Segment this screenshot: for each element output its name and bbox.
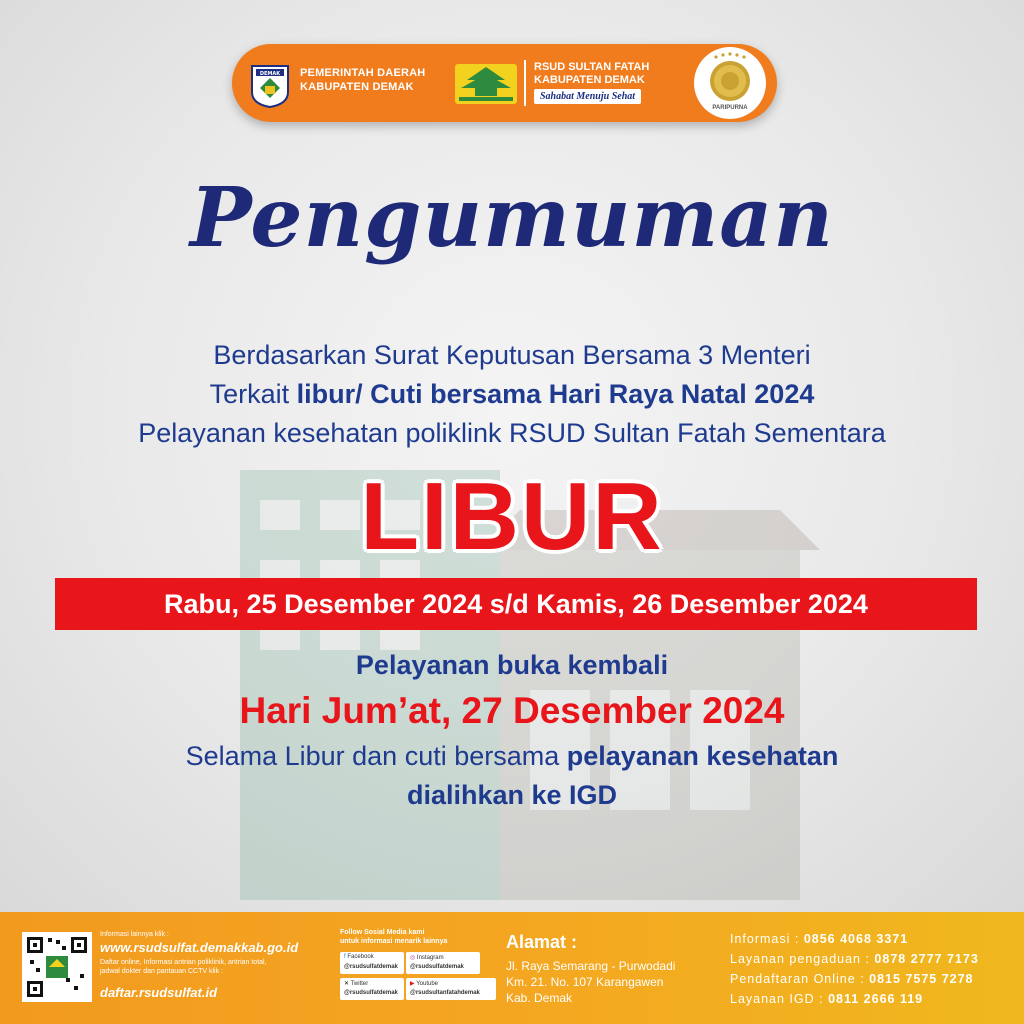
social-instagram[interactable]	[406, 952, 480, 974]
online-description: Daftar online, Informasi antrian poliklinik, antrian total, jadwal dokter dan pantauan CCTV klik :	[100, 959, 267, 975]
note-line-1	[0, 741, 1024, 772]
contact-igd	[730, 992, 923, 1006]
twitter-icon: ✕	[344, 981, 350, 987]
youtube-icon: ▶	[410, 981, 415, 987]
reopen-label: Pelayanan buka kembali	[355, 650, 669, 680]
header-banner	[232, 44, 777, 122]
social-title-1: Follow Sosial Media kami	[340, 929, 425, 936]
social-title-2: untuk informasi menarik lainnya	[340, 938, 448, 945]
date-range-banner: Rabu, 25 Desember 2024 s/d Kamis, 26 Desember 2024	[55, 578, 977, 630]
address-title: Alamat :	[506, 932, 578, 952]
contact-label: Pendaftaran Online :	[730, 972, 870, 986]
header-divider	[524, 60, 526, 106]
contact-label: Informasi :	[730, 932, 804, 946]
contact-pendaftaran	[730, 972, 974, 986]
address-line-3: Kab. Demak	[506, 991, 573, 1005]
hospital-name	[534, 61, 649, 87]
hospital-logo-icon	[455, 64, 517, 104]
twitter-label: ✕ Twitter	[344, 981, 369, 987]
intro-line-2-bold: libur/ Cuti bersama Hari Raya Natal 2024	[296, 379, 815, 409]
address-line-2: Km. 21. No. 107 Karangawen	[506, 975, 664, 989]
contact-number[interactable]: 0878 2777 7173	[874, 952, 979, 966]
facebook-icon: f	[344, 954, 346, 960]
youtube-user: @rsudsultanfatahdemak	[410, 990, 480, 996]
note-bold-1: pelayanan kesehatan	[566, 741, 839, 771]
social-twitter[interactable]	[340, 978, 404, 1000]
contact-label: Layanan pengaduan :	[730, 952, 875, 966]
intro-line-1: Berdasarkan Surat Keputusan Bersama 3 Menteri	[213, 340, 811, 370]
gov-name	[300, 66, 425, 94]
qr-code-icon	[22, 932, 92, 1002]
address-text	[506, 958, 675, 1006]
instagram-label: ◎ Instagram	[410, 955, 444, 961]
social-youtube[interactable]	[406, 978, 496, 1000]
gov-line-1: PEMERINTAH DAERAH	[300, 67, 426, 79]
reopen-date: Hari Jum’at, 27 Desember 2024	[239, 690, 785, 731]
facebook-label: f Facebook	[344, 954, 374, 960]
contact-number[interactable]: 0811 2666 119	[828, 992, 924, 1006]
badge-caption: PARIPURNA	[712, 105, 748, 111]
intro-line-2-prefix: Terkait	[209, 379, 297, 409]
hospital-line-2: KABUPATEN DEMAK	[534, 74, 645, 86]
contact-label: Layanan IGD :	[730, 992, 829, 1006]
page-title: Pengumuman	[189, 170, 835, 266]
address-line-1: Jl. Raya Semarang - Purwodadi	[506, 959, 676, 973]
gov-line-2: KABUPATEN DEMAK	[300, 81, 414, 93]
facebook-user: @rsudsulfatdemak	[344, 964, 398, 970]
contact-informasi	[730, 932, 908, 946]
footer	[0, 912, 1024, 1024]
instagram-user: @rsudsulfatdemak	[410, 964, 464, 970]
social-facebook[interactable]	[340, 952, 404, 974]
hospital-line-1: RSUD SULTAN FATAH	[534, 61, 650, 73]
intro-line-3: Pelayanan kesehatan poliklink RSUD Sultan Fatah Sementara	[138, 418, 886, 448]
youtube-label: ▶ Youtube	[410, 981, 438, 987]
contact-number[interactable]: 0856 4068 3371	[803, 932, 909, 946]
info-label: Informasi lainnya klik :	[100, 931, 169, 938]
daftar-link[interactable]: daftar.rsudsulfat.id	[100, 985, 218, 1000]
hospital-tagline: Sahabat Menuju Sehat	[534, 89, 641, 104]
status-heading: LIBUR	[360, 463, 664, 570]
intro-line-2	[0, 379, 1024, 410]
paripurna-badge	[694, 47, 766, 119]
contact-pengaduan	[730, 952, 979, 966]
contact-number[interactable]: 0815 7575 7278	[869, 972, 974, 986]
demak-emblem-icon	[250, 64, 290, 108]
instagram-icon: ◎	[410, 955, 416, 961]
emblem-label: DEMAK	[259, 71, 281, 77]
website-link[interactable]: www.rsudsulfat.demakkab.go.id	[100, 940, 299, 955]
note-line-2: dialihkan ke IGD	[406, 780, 618, 810]
twitter-user: @rsudsulfatdemak	[344, 990, 398, 996]
note-prefix: Selama Libur dan cuti bersama	[185, 741, 567, 771]
